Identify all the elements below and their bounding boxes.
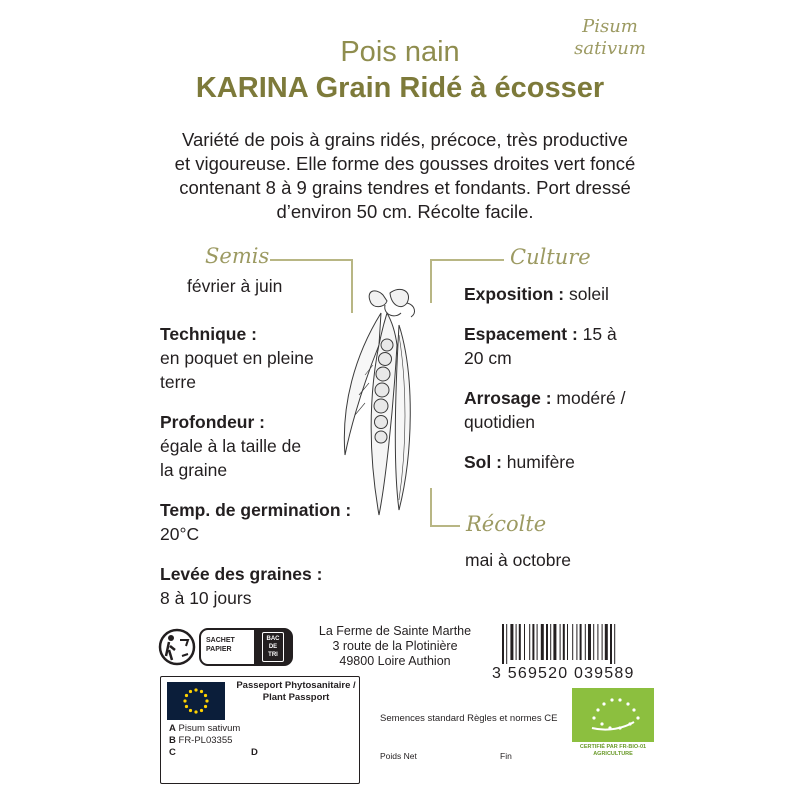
barcode-bar xyxy=(546,624,548,660)
organic-star-icon xyxy=(602,702,605,705)
barcode-bar xyxy=(529,624,530,660)
passport-title xyxy=(231,680,361,704)
germination-label: Temp. de germination : xyxy=(160,500,352,520)
passport-value: FR-PL03355 xyxy=(178,735,233,746)
profondeur-value: la graine xyxy=(160,460,228,480)
eu-star-icon xyxy=(200,690,203,693)
levee-label: Levée des graines : xyxy=(160,564,323,584)
barcode xyxy=(498,624,650,664)
barcode-bar xyxy=(567,624,568,660)
barcode-bar xyxy=(585,624,586,660)
technique-label: Technique : xyxy=(160,324,257,344)
barcode-bar xyxy=(550,624,551,660)
espacement-value: 20 cm xyxy=(464,348,512,368)
culture-bracket-line xyxy=(430,259,504,261)
organic-star-icon xyxy=(626,702,629,705)
arrosage-block xyxy=(464,386,664,434)
bin-icon xyxy=(262,632,284,662)
exposition-block xyxy=(464,282,664,306)
packaging-icons xyxy=(158,626,294,673)
eu-star-icon xyxy=(204,694,207,697)
passport-entry-a xyxy=(169,723,240,735)
eu-organic-logo-icon xyxy=(572,688,654,742)
recolte-heading: Récolte xyxy=(466,512,547,536)
sachet-line: PAPIER xyxy=(206,646,232,653)
barcode-bar xyxy=(563,624,565,660)
espacement-label: Espacement : xyxy=(464,324,578,344)
sol-block xyxy=(464,450,664,474)
bac-line: DE xyxy=(268,644,278,650)
organic-star-icon xyxy=(618,698,621,701)
recolte-bracket-line xyxy=(430,488,432,526)
sachet-line: SACHET xyxy=(206,637,235,644)
latin-line-2: sativum xyxy=(574,38,646,59)
barcode-bar xyxy=(605,624,608,660)
recolte-bracket-line xyxy=(430,525,460,527)
description-line: d’environ 50 cm. Récolte facile. xyxy=(276,201,534,222)
semis-bracket-line xyxy=(270,259,352,261)
organic-star-icon xyxy=(592,716,595,719)
organic-star-icon xyxy=(610,698,613,701)
product-title-main: KARINA Grain Ridé à écosser xyxy=(195,72,605,104)
barcode-bar xyxy=(597,624,598,660)
passport-entry-c: C xyxy=(169,747,176,758)
semis-heading: Semis xyxy=(205,244,270,268)
culture-details xyxy=(464,282,664,490)
organic-star-icon xyxy=(600,722,603,725)
barcode-bar xyxy=(519,624,521,660)
barcode-bar xyxy=(537,624,538,660)
levee-value: 8 à 10 jours xyxy=(160,588,252,608)
description-line: Variété de pois à grains ridés, précoce, très productive xyxy=(182,129,628,150)
technique-value: en poquet en pleine xyxy=(160,348,314,368)
levee-block xyxy=(160,562,375,610)
barcode-bar xyxy=(580,624,582,660)
product-title-top: Pois nain xyxy=(340,36,460,68)
passport-value: Pisum sativum xyxy=(178,723,241,734)
espacement-block xyxy=(464,322,664,370)
eu-star-icon xyxy=(194,710,197,713)
semis-period: février à juin xyxy=(187,276,283,296)
organic-star-icon xyxy=(632,708,635,711)
passport-entry-d: D xyxy=(251,747,258,758)
organic-certification xyxy=(566,744,660,758)
barcode-bar xyxy=(614,624,615,664)
producer-street: 3 route de la Plotinière xyxy=(332,639,458,653)
profondeur-label: Profondeur : xyxy=(160,412,265,432)
barcode-bar xyxy=(602,624,603,660)
barcode-number: 3 569520 039589 xyxy=(492,665,635,682)
description-line: contenant 8 à 9 grains tendres et fondants. Port dressé xyxy=(179,177,631,198)
culture-bracket-line xyxy=(430,259,432,303)
barcode-bar xyxy=(560,624,561,660)
eu-star-icon xyxy=(189,709,192,712)
organic-cert-line: CERTIFIÉ PAR FR-BIO-01 xyxy=(579,744,647,750)
barcode-bar xyxy=(572,624,573,660)
eu-star-icon xyxy=(185,705,188,708)
exposition-value: soleil xyxy=(564,284,609,304)
barcode-bar xyxy=(510,624,513,660)
eu-star-icon xyxy=(200,709,203,712)
eu-star-icon xyxy=(183,699,186,702)
culture-heading: Culture xyxy=(510,245,591,269)
barcode-bar xyxy=(576,624,577,660)
plant-passport xyxy=(160,676,360,784)
barcode-bar xyxy=(593,624,594,660)
eu-flag-icon xyxy=(167,682,225,720)
arrosage-value: modéré / xyxy=(551,388,626,408)
recolte-period: mai à octobre xyxy=(465,550,572,570)
producer-city: 49800 Loire Authion xyxy=(339,654,451,668)
seed-norms: Semences standard Règles et normes CE xyxy=(380,713,558,724)
producer-name: La Ferme de Sainte Marthe xyxy=(318,624,472,638)
passport-entry-b xyxy=(169,735,240,747)
barcode-bar xyxy=(541,624,544,660)
exposition-label: Exposition : xyxy=(464,284,565,304)
description-line: et vigoureuse. Elle forme des gousses droites vert foncé xyxy=(174,153,636,174)
passport-title-line: Plant Passport xyxy=(262,692,330,703)
barcode-bar xyxy=(516,624,517,660)
latin-line-1: Pisum xyxy=(582,16,638,37)
bac-line: BAC xyxy=(266,636,280,642)
sachet-label xyxy=(206,636,235,654)
organic-star-icon xyxy=(596,708,599,711)
technique-value: terre xyxy=(160,372,196,392)
arrosage-value: quotidien xyxy=(464,412,536,432)
barcode-bar xyxy=(502,624,504,664)
passport-entries xyxy=(169,723,240,759)
arrosage-label: Arrosage : xyxy=(464,388,552,408)
passport-key: B xyxy=(169,735,176,746)
eu-star-icon xyxy=(204,705,207,708)
barcode-bar xyxy=(610,624,612,664)
organic-star-icon xyxy=(636,716,639,719)
espacement-value: 15 à xyxy=(577,324,617,344)
pea-pod-illustration xyxy=(335,285,425,545)
producer-address xyxy=(300,624,490,669)
profondeur-value: égale à la taille de xyxy=(160,436,302,456)
sol-value: humifère xyxy=(501,452,575,472)
barcode-bar xyxy=(532,624,534,660)
expiry-label: Fin xyxy=(500,751,512,761)
eu-star-icon xyxy=(205,699,208,702)
passport-key: A xyxy=(169,723,176,734)
germination-value: 20°C xyxy=(160,524,200,544)
sol-label: Sol : xyxy=(464,452,502,472)
barcode-bar xyxy=(524,624,525,660)
eu-star-icon xyxy=(189,690,192,693)
eu-star-icon xyxy=(194,688,197,691)
eu-organic-leaf-icon xyxy=(572,688,654,742)
triman-icon xyxy=(160,630,194,664)
passport-title-line: Passeport Phytosanitaire / xyxy=(236,680,356,691)
net-weight-label: Poids Net xyxy=(380,751,417,761)
barcode-bar xyxy=(506,624,507,664)
barcode-bar xyxy=(588,624,591,660)
barcode-bar xyxy=(553,624,556,660)
bac-line: TRI xyxy=(268,652,278,658)
eu-star-icon xyxy=(185,694,188,697)
organic-cert-line: AGRICULTURE xyxy=(593,751,633,757)
product-description xyxy=(150,128,660,224)
